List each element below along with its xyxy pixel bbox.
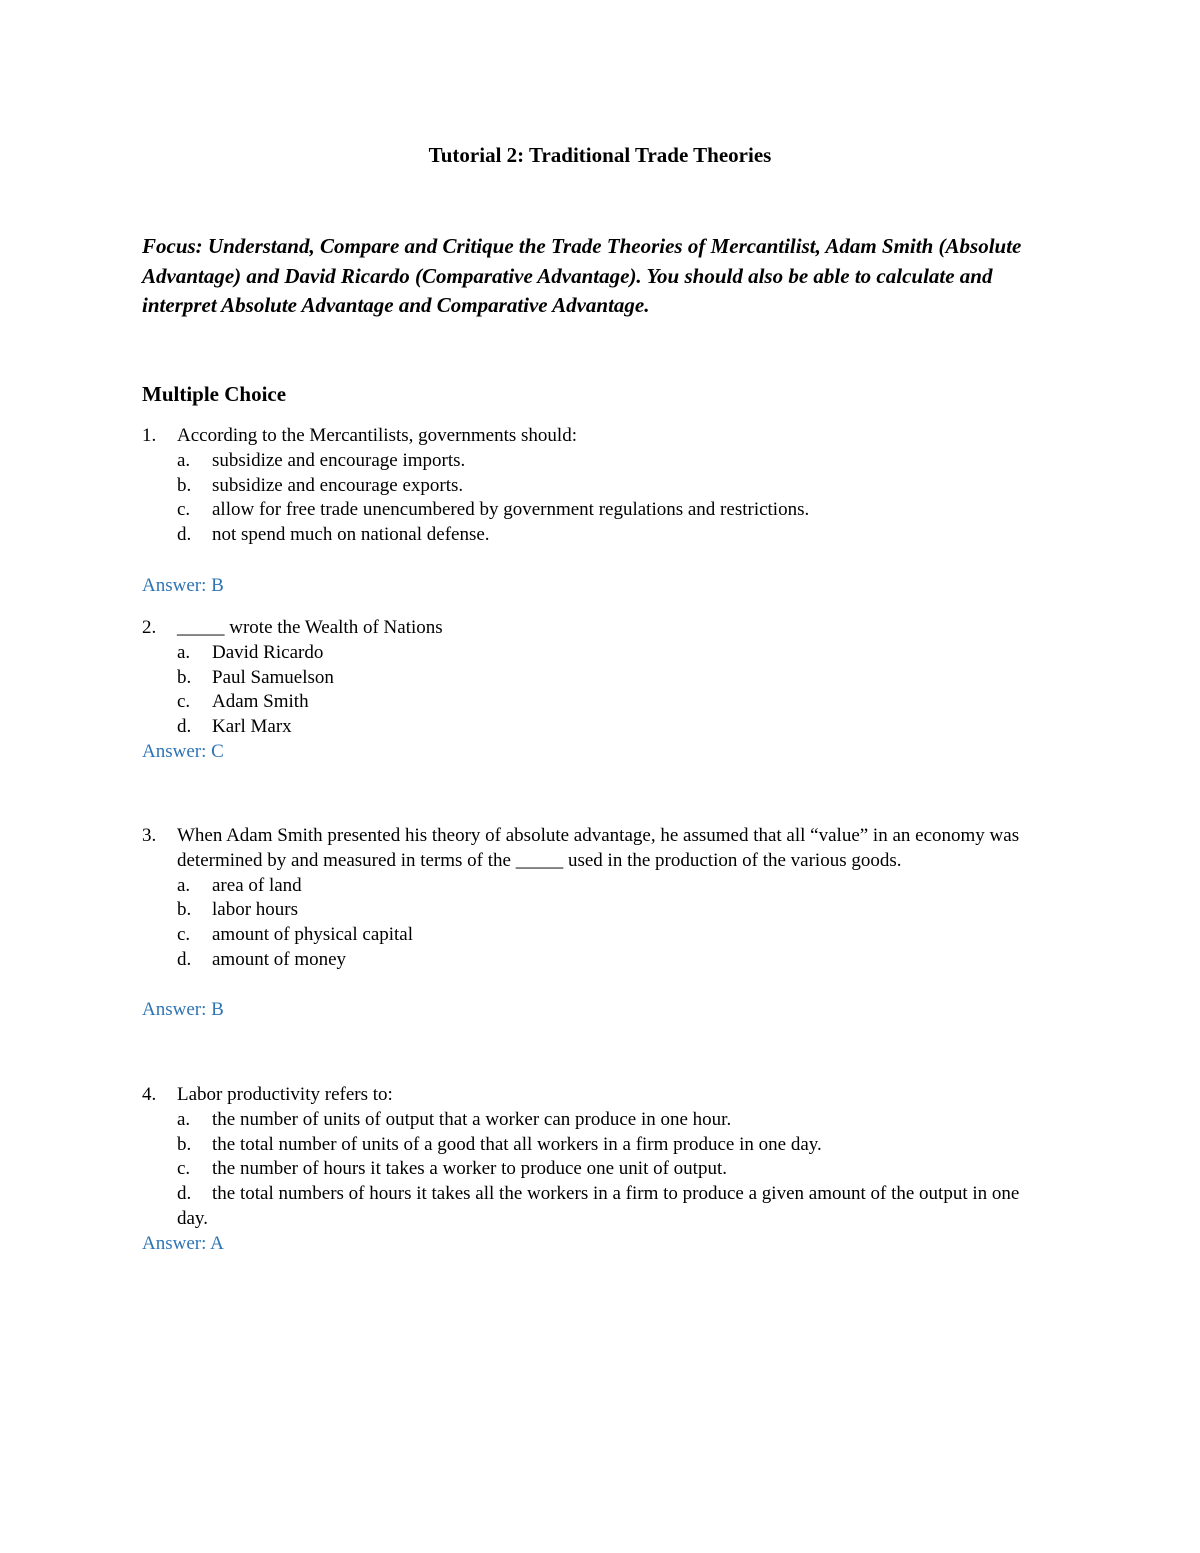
question-text: According to the Mercantilists, governments should: <box>177 425 577 446</box>
question-number: 3. <box>142 825 157 846</box>
option-b <box>142 474 1042 499</box>
question-3 <box>142 824 1042 973</box>
answer-1: Answer: B <box>142 575 224 596</box>
option-letter: c. <box>177 499 191 521</box>
option-letter: c. <box>177 691 191 713</box>
option-letter: d. <box>177 1183 192 1205</box>
question-text: _____ wrote the Wealth of Nations <box>177 617 443 638</box>
option-letter: c. <box>177 924 191 946</box>
option-text: Paul Samuelson <box>212 666 334 688</box>
focus-paragraph: Focus: Understand, Compare and Critique the Trade Theories of Mercantilist, Adam Smith (Absolute Advantage) and David Ricardo (Comparative Advantage). You should also be able to calculate and interpret Absolute Advantage and Comparative Advantage. <box>142 234 1022 317</box>
option-text: David Ricardo <box>212 641 324 663</box>
section-heading: Multiple Choice <box>142 382 287 406</box>
option-b <box>142 898 1042 923</box>
question-stem <box>142 1083 1042 1108</box>
option-c <box>142 1157 1042 1182</box>
option-a <box>142 449 1042 474</box>
question-stem <box>142 824 1042 874</box>
option-a <box>142 874 1042 899</box>
question-stem <box>142 616 1042 641</box>
question-number: 4. <box>142 1084 157 1105</box>
option-text: the number of units of output that a worker can produce in one hour. <box>212 1108 732 1130</box>
option-c <box>142 690 1042 715</box>
option-letter: c. <box>177 1158 191 1180</box>
option-letter: b. <box>177 474 192 496</box>
option-text: amount of money <box>212 948 347 970</box>
option-text: not spend much on national defense. <box>212 524 490 546</box>
page-title: Tutorial 2: Traditional Trade Theories <box>428 143 772 167</box>
question-4 <box>142 1083 1042 1232</box>
option-letter: a. <box>177 1108 191 1130</box>
option-text: area of land <box>212 874 302 896</box>
option-text: the total numbers of hours it takes all the workers in a firm to produce a given amount of the output in one day. <box>177 1183 1020 1229</box>
option-a <box>142 1108 1042 1133</box>
option-d <box>142 1182 1042 1232</box>
answer-4: Answer: A <box>142 1233 224 1254</box>
question-2 <box>142 616 1042 740</box>
answer-3: Answer: B <box>142 999 224 1020</box>
option-text: the total number of units of a good that all workers in a firm produce in one day. <box>212 1133 822 1155</box>
question-text: When Adam Smith presented his theory of absolute advantage, he assumed that all “value” in an economy was determined by and measured in terms of the _____ used in the production of the various goods. <box>177 825 1020 871</box>
option-c <box>142 498 1042 523</box>
question-number: 1. <box>142 425 157 446</box>
option-letter: a. <box>177 874 191 896</box>
option-d <box>142 948 1042 973</box>
option-letter: d. <box>177 716 192 738</box>
answer-2: Answer: C <box>142 741 224 762</box>
option-c <box>142 923 1042 948</box>
option-text: labor hours <box>212 899 299 921</box>
option-text: amount of physical capital <box>212 924 414 946</box>
option-letter: b. <box>177 666 192 688</box>
option-text: Adam Smith <box>212 691 309 713</box>
option-text: allow for free trade unencumbered by government regulations and restrictions. <box>212 499 810 521</box>
option-letter: a. <box>177 449 191 471</box>
option-letter: b. <box>177 1133 192 1155</box>
question-stem <box>142 424 1042 449</box>
option-text: the number of hours it takes a worker to produce one unit of output. <box>212 1158 727 1180</box>
option-text: subsidize and encourage exports. <box>212 474 464 496</box>
option-letter: d. <box>177 948 192 970</box>
option-b <box>142 1133 1042 1158</box>
option-text: Karl Marx <box>212 716 292 738</box>
question-number: 2. <box>142 617 157 638</box>
option-d <box>142 523 1042 548</box>
option-letter: d. <box>177 524 192 546</box>
option-letter: b. <box>177 899 192 921</box>
option-letter: a. <box>177 641 191 663</box>
question-text: Labor productivity refers to: <box>177 1084 393 1105</box>
option-text: subsidize and encourage imports. <box>212 449 466 471</box>
option-d <box>142 715 1042 740</box>
option-b <box>142 666 1042 691</box>
option-a <box>142 641 1042 666</box>
question-1 <box>142 424 1042 548</box>
